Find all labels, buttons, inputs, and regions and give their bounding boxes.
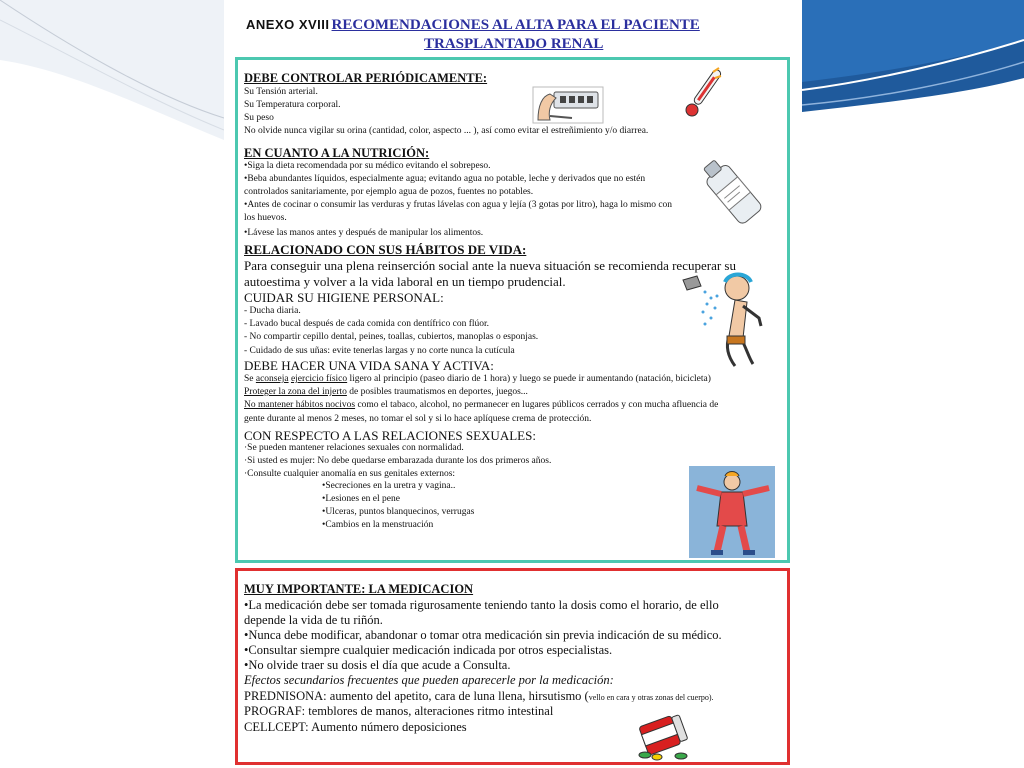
control-heading: DEBE CONTROLAR PERIÓDICAMENTE:	[244, 71, 488, 85]
prednisona-note: vello en cara y otras zonas del cuerpo).	[588, 693, 714, 702]
active-text-underlined: ejercicio físico	[290, 374, 348, 384]
nutrition-line: •Beba abundantes líquidos, especialmente agua; evitando agua no potable, leche y derivados que no estén	[244, 174, 646, 184]
active-text-underlined: aconseja	[255, 374, 289, 384]
active-text: de posibles traumatismos en deportes, juegos...	[346, 387, 528, 397]
active-heading: DEBE HACER UNA VIDA SANA Y ACTIVA:	[244, 358, 494, 373]
habits-heading: RELACIONADO CON SUS HÁBITOS DE VIDA:	[244, 242, 527, 257]
nutrition-line: los huevos.	[244, 213, 287, 223]
pill-bottle-icon	[631, 709, 697, 761]
medication-line: •La medicación debe ser tomada rigurosamente teniendo tanto la dosis como el horario, de ello	[244, 598, 719, 612]
hygiene-heading: CUIDAR SU HIGIENE PERSONAL:	[244, 290, 444, 305]
side-effects-heading: Efectos secundarios frecuentes que pueden aparecerle por la medicación:	[244, 673, 614, 687]
nutrition-line: •Antes de cocinar o consumir las verduras y frutas lávelas con agua y lejía (3 gotas por litro), haga lo mismo con	[244, 200, 673, 210]
sexual-line: ·Si usted es mujer: No debe quedarse embarazada durante los dos primeros años.	[244, 456, 552, 466]
sexual-heading: CON RESPECTO A LAS RELACIONES SEXUALES:	[244, 428, 536, 443]
prednisona-text: PREDNISONA: aumento del apetito, cara de luna llena, hirsutismo (	[244, 689, 589, 703]
control-line: Su Tensión arterial.	[244, 87, 318, 97]
blood-pressure-cuff-icon	[532, 86, 604, 124]
sexual-line: ·Consulte cualquier anomalía en sus genitales externos:	[244, 469, 456, 479]
cellcept-line: CELLCEPT: Aumento número deposiciones	[244, 720, 467, 734]
active-line-2	[244, 387, 528, 397]
prograf-line: PROGRAF: temblores de manos, alteraciones ritmo intestinal	[244, 704, 554, 718]
hygiene-line: - Lavado bucal después de cada comida con dentífrico con flúor.	[244, 319, 490, 329]
control-line: Su peso	[244, 113, 274, 123]
active-line-4: gente durante al menos 2 meses, no tomar el sol y si lo hace aplíquese crema de protección.	[244, 414, 592, 424]
active-line-1	[244, 374, 711, 384]
habits-intro: Para conseguir una plena reinserción social ante la nueva situación se recomienda recuperar su	[244, 258, 736, 273]
control-line: No olvide nunca vigilar su orina (cantidad, color, aspecto ... ), así como evitar el estreñimiento y/o diarrea.	[244, 126, 649, 136]
sexual-bullet: •Cambios en la menstruación	[322, 520, 434, 530]
title-line-1: RECOMENDACIONES AL ALTA PARA EL PACIENTE	[331, 17, 700, 33]
prednisona-line	[244, 689, 714, 704]
sexual-bullet: •Lesiones en el pene	[322, 494, 400, 504]
medication-heading: MUY IMPORTANTE: LA MEDICACION	[244, 582, 474, 596]
water-bottle-icon	[694, 152, 770, 232]
medication-line: depende la vida de tu riñón.	[244, 613, 383, 627]
habits-intro: autoestima y volver a la vida laboral en un tiempo prudencial.	[244, 274, 566, 289]
active-text: Se	[244, 374, 256, 384]
nutrition-line: •Lávese las manos antes y después de manipular los alimentos.	[244, 228, 484, 238]
hygiene-line: - Ducha diaria.	[244, 306, 301, 316]
active-text: como el tabaco, alcohol, no permanecer en lugares públicos cerrados y con mucha afluencia de	[355, 400, 719, 410]
hygiene-line: - Cuidado de sus uñas: evite tenerlas largas y no corte nunca la cutícula	[244, 346, 515, 356]
nutrition-heading: EN CUANTO A LA NUTRICIÓN:	[244, 146, 430, 160]
document-title	[246, 17, 806, 34]
shower-person-icon	[677, 266, 767, 376]
document-sheet	[224, 0, 802, 768]
control-line: Su Temperatura corporal.	[244, 100, 341, 110]
title-line-2: TRASPLANTADO RENAL	[424, 36, 604, 52]
nutrition-line: controlados sanitariamente, por ejemplo agua de pozos, fuentes no potables.	[244, 187, 534, 197]
nutrition-line: •Siga la dieta recomendada por su médico evitando el sobrepeso.	[244, 161, 491, 171]
active-line-3	[244, 400, 718, 410]
medication-line: •Nunca debe modificar, abandonar o tomar otra medicación sin previa indicación de su médico.	[244, 628, 722, 642]
sexual-line: ·Se pueden mantener relaciones sexuales con normalidad.	[244, 443, 464, 453]
active-text-underlined: Proteger la zona del injerto	[244, 387, 347, 397]
sexual-bullet: •Secreciones en la uretra y vagina..	[322, 481, 456, 491]
exercising-person-icon	[689, 466, 775, 558]
annex-label: ANEXO XVIII	[246, 17, 330, 32]
medication-line: •Consultar siempre cualquier medicación indicada por otros especialistas.	[244, 643, 613, 657]
sexual-bullet: •Ulceras, puntos blanquecinos, verrugas	[322, 507, 475, 517]
hygiene-line: - No compartir cepillo dental, peines, toallas, cubiertos, manoplas o esponjas.	[244, 332, 539, 342]
active-text-underlined: No mantener hábitos nocivos	[244, 400, 356, 410]
medication-line: •No olvide traer su dosis el día que acude a Consulta.	[244, 658, 511, 672]
active-text: ligero al principio (paseo diario de 1 hora) y luego se puede ir aumentando (natación, bicicleta)	[347, 374, 711, 384]
thermometer-icon	[679, 64, 729, 120]
